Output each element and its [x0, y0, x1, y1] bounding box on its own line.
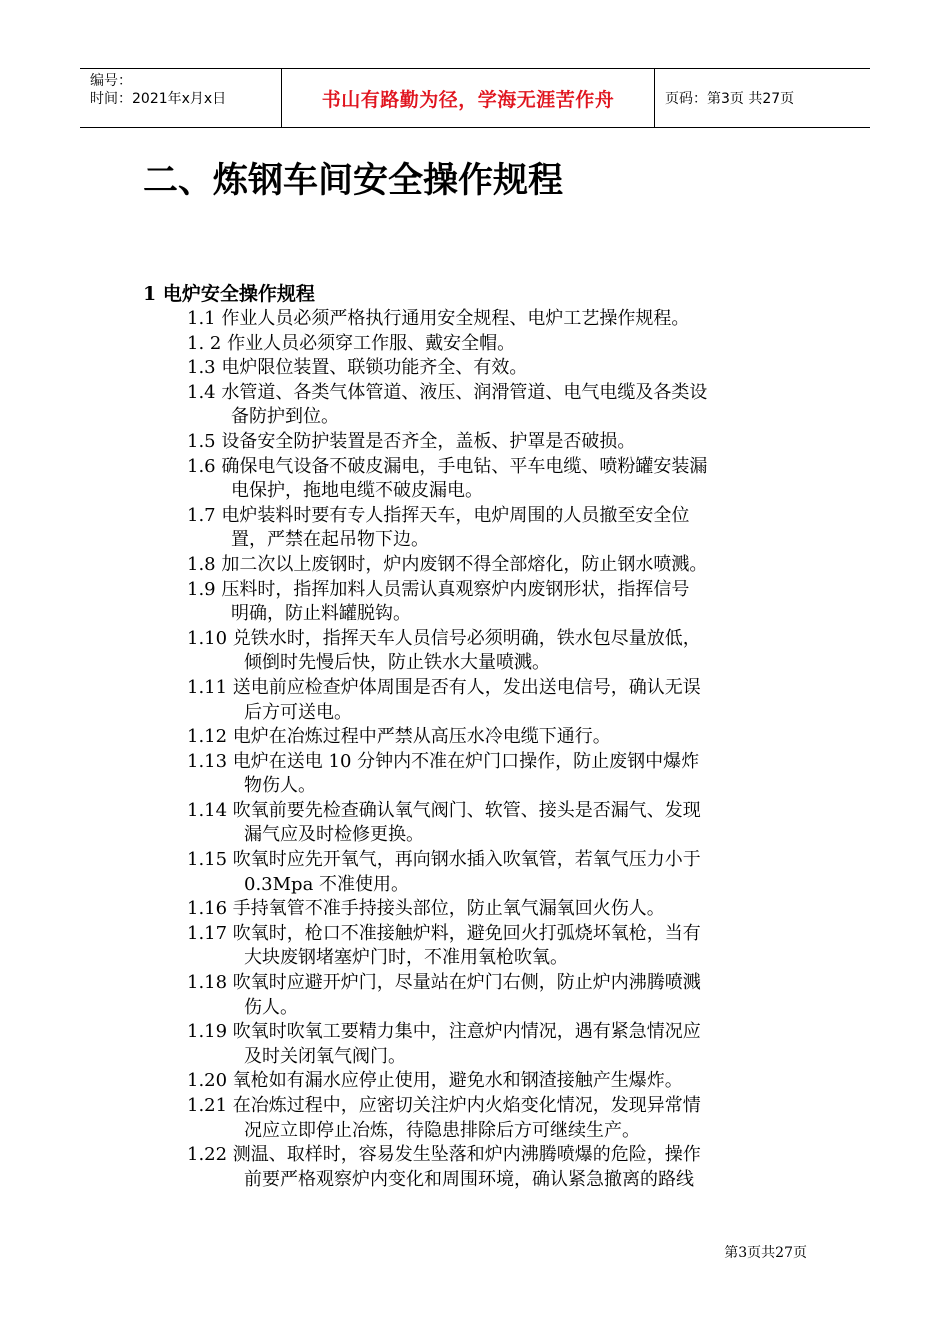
rule-item-text: 1.4 水管道、各类气体管道、液压、润滑管道、电气电缆及各类设 [187, 381, 708, 403]
rule-item [187, 504, 817, 553]
date-label: 时间：2021年x月x日 [90, 91, 227, 107]
rule-item-text: 1.20 氧枪如有漏水应停止使用，避免水和钢渣接触产生爆炸。 [187, 1070, 683, 1092]
rule-item [187, 627, 817, 676]
rule-item-continuation: 置，严禁在起吊物下边。 [231, 529, 429, 551]
number-label: 编号： [90, 73, 132, 89]
rule-item [187, 750, 817, 799]
rule-item-continuation: 倾倒时先慢后快，防止铁水大量喷溅。 [244, 652, 550, 674]
rule-item [187, 676, 817, 725]
rule-item-text: 1.12 电炉在冶炼过程中严禁从高压水冷电缆下通行。 [187, 726, 611, 748]
rule-item-text: 1.1 作业人员必须严格执行通用安全规程、电炉工艺操作规程。 [187, 308, 690, 329]
rule-item [187, 1094, 817, 1143]
document-title: 二、炼钢车间安全操作规程 [143, 161, 564, 201]
page-header [80, 68, 870, 128]
rule-item [187, 922, 817, 971]
rule-item-text: 1.11 送电前应检查炉体周围是否有人，发出送电信号，确认无误 [187, 676, 701, 698]
rule-list [187, 307, 817, 1192]
rule-item [187, 430, 817, 455]
rule-item-text: 1.16 手持氧管不准手持接头部位，防止氧气漏氧回火伤人。 [187, 898, 665, 920]
section-heading: 1 电炉安全操作规程 [143, 283, 315, 305]
rule-item-text: 1.7 电炉装料时要有专人指挥天车，电炉周围的人员撤至安全位 [187, 504, 690, 526]
rule-item-continuation: 后方可送电。 [244, 701, 352, 723]
rule-item [187, 799, 817, 848]
rule-item-text: 1.5 设备安全防护装置是否齐全，盖板、护罩是否破损。 [187, 430, 636, 452]
rule-item-continuation: 电保护，拖地电缆不破皮漏电。 [231, 480, 483, 502]
rule-item [187, 307, 817, 332]
rule-item [187, 356, 817, 381]
header-motto: 书山有路勤为径，学海无涯苦作舟 [282, 69, 655, 127]
rule-item-continuation: 大块废钢堵塞炉门时，不准用氧枪吹氧。 [244, 947, 568, 969]
rule-item-text: 1. 2 作业人员必须穿工作服、戴安全帽。 [187, 332, 516, 354]
header-meta [80, 69, 282, 127]
rule-item [187, 848, 817, 897]
rule-item [187, 1069, 817, 1094]
rule-item [187, 553, 817, 578]
rule-item-text: 1.14 吹氧前要先检查确认氧气阀门、软管、接头是否漏气、发现 [187, 799, 701, 821]
rule-item-text: 1.21 在冶炼过程中，应密切关注炉内火焰变化情况，发现异常情 [187, 1095, 701, 1116]
rule-item-text: 1.18 吹氧时应避开炉门，尽量站在炉门右侧，防止炉内沸腾喷溅 [187, 972, 701, 994]
rule-item [187, 332, 817, 357]
rule-item [187, 725, 817, 750]
rule-item-text: 1.19 吹氧时吹氧工要精力集中，注意炉内情况，遇有紧急情况应 [187, 1021, 701, 1043]
rule-item-text: 1.9 压料时，指挥加料人员需认真观察炉内废钢形状，指挥信号 [187, 578, 690, 600]
rule-item-continuation: 明确，防止料罐脱钩。 [231, 603, 411, 625]
rule-item-continuation: 物伤人。 [244, 775, 316, 797]
rule-item-text: 1.10 兑铁水时，指挥天车人员信号必须明确，铁水包尽量放低， [187, 627, 701, 649]
rule-item-continuation: 漏气应及时检修更换。 [244, 824, 424, 846]
rule-item-text: 1.13 电炉在送电 10 分钟内不准在炉门口操作，防止废钢中爆炸 [187, 750, 700, 772]
rule-item [187, 578, 817, 627]
rule-item-continuation: 0.3Mpa 不准使用。 [244, 873, 410, 895]
rule-item-continuation: 及时关闭氧气阀门。 [244, 1045, 406, 1067]
page-footer: 第3页共27页 [724, 1245, 807, 1261]
rule-item-text: 1.22 测温、取样时，容易发生坠落和炉内沸腾喷爆的危险，操作 [187, 1144, 701, 1166]
rule-item-continuation: 备防护到位。 [231, 406, 339, 428]
header-page-label: 页码：第3页 共27页 [665, 91, 795, 107]
rule-item [187, 455, 817, 504]
rule-item [187, 381, 817, 430]
rule-item-continuation: 况应立即停止冶炼，待隐患排除后方可继续生产。 [244, 1119, 640, 1141]
rule-item-continuation: 前要严格观察炉内变化和周围环境，确认紧急撤离的路线 [244, 1168, 694, 1190]
rule-item-text: 1.17 吹氧时，枪口不准接触炉料，避免回火打弧烧坏氧枪，当有 [187, 922, 701, 944]
rule-item [187, 897, 817, 922]
rule-item-text: 1.3 电炉限位装置、联锁功能齐全、有效。 [187, 357, 528, 379]
rule-item-text: 1.6 确保电气设备不破皮漏电，手电钻、平车电缆、喷粉罐安装漏 [187, 455, 708, 477]
rule-item [187, 1143, 817, 1192]
rule-item [187, 1020, 817, 1069]
rule-item-text: 1.8 加二次以上废钢时，炉内废钢不得全部熔化，防止钢水喷溅。 [187, 553, 708, 575]
rule-item-continuation: 伤人。 [244, 996, 298, 1018]
rule-item [187, 971, 817, 1020]
rule-item-text: 1.15 吹氧时应先开氧气，再向钢水插入吹氧管，若氧气压力小于 [187, 849, 701, 871]
